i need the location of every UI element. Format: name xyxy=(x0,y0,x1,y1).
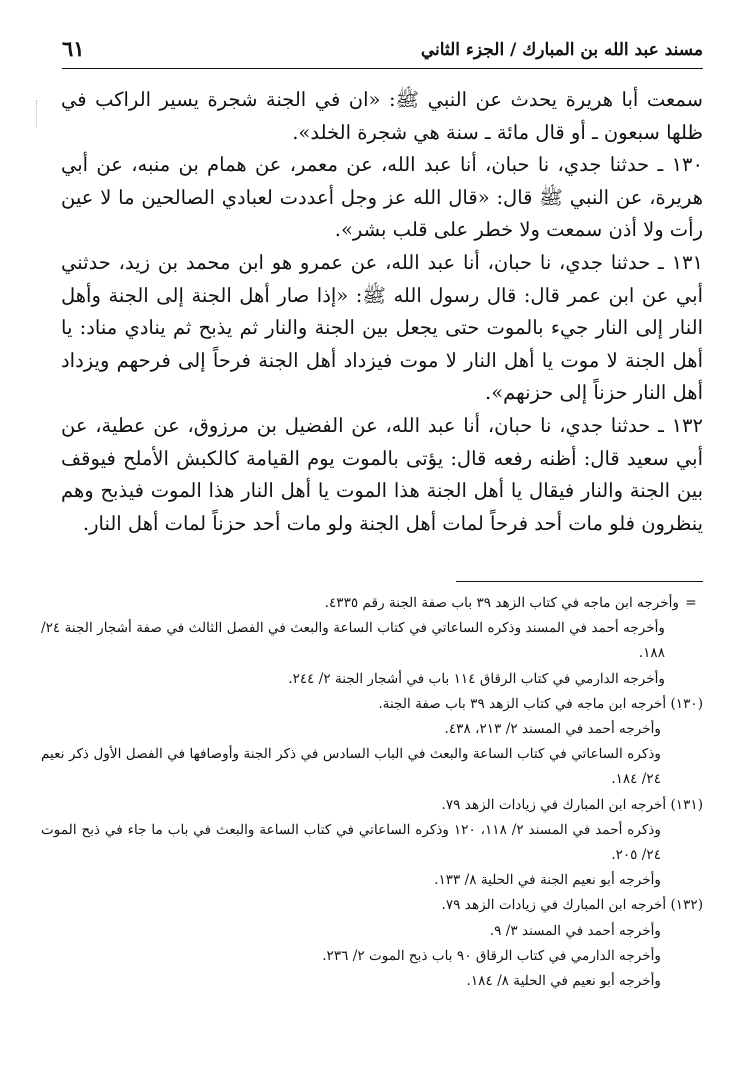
paragraph-intro: سمعت أبا هريرة يحدث عن النبي ﷺ: «ان في الجنة شجرة يسير الراكب في ظلها سبعون ـ أو قال مائة ـ سنة هي شجرة الخلد». xyxy=(61,88,703,144)
paragraph-132: ١٣٢ ـ حدثنا جدي، نا حبان، أنا عبد الله، عن الفضيل بن مرزوق، عن عطية، عن أبي سعيد قال: أظنه رفعه قال: يؤتى بالموت يوم القيامة كالكبش الأملح فيوقف بين الجنة والنار فيقال يا أهل الجنة هذا الموت يا أهل النار هذا الموت فيذبح وهم ينظرون فلو مات أحد فرحاً لمات أهل الجنة ولو مات أحد حزناً لمات أهل النار. xyxy=(61,413,703,535)
footnote-line: وأخرجه الدارمي في كتاب الرقاق ١١٤ باب في أشجار الجنة ٢/ ٢٤٤. xyxy=(288,670,665,687)
main-text xyxy=(61,84,703,540)
page-header xyxy=(62,28,703,69)
footnote-line: وأخرجه أحمد في المسند ٢/ ٢١٣، ٤٣٨. xyxy=(444,721,661,738)
footnote-line: وأخرجه الدارمي في كتاب الرقاق ٩٠ باب ذبح الموت ٢/ ٢٣٦. xyxy=(322,947,661,964)
footnote-line: =وأخرجه ابن ماجه في كتاب الزهد ٣٩ باب صفة الجنة رقم ٤٣٣٥. xyxy=(41,591,703,616)
footnotes xyxy=(41,591,703,994)
running-title: مسند عبد الله بن المبارك / الجزء الثاني xyxy=(420,40,703,60)
paragraph-131: ١٣١ ـ حدثنا جدي، نا حبان، أنا عبد الله، عن عمرو هو ابن محمد بن زيد، حدثني أبي عن ابن عمر قال: قال رسول الله ﷺ: «إذا صار أهل الجنة إلى الجنة وأهل النار إلى النار جيء بالموت حتى يجعل بين الجنة والنار ثم يذبح ثم ينادي مناد: يا أهل الجنة لا موت يا أهل النار لا موت فيزداد أهل الجنة فرحاً إلى فرحهم ويزداد أهل النار حزناً إلى حزنهم». xyxy=(61,250,703,405)
footnote-130: (١٣٠) أخرجه ابن ماجه في كتاب الزهد ٣٩ باب صفة الجنة. xyxy=(378,695,703,712)
footnote-line: وأخرجه أبو نعيم الجنة في الحلية ٨/ ١٣٣. xyxy=(434,872,661,889)
footnote-line: وأخرجه أبو نعيم في الحلية ٨/ ١٨٤. xyxy=(466,973,661,990)
margin-mark xyxy=(36,100,39,128)
footnote-132: (١٣٢) أخرجه ابن المبارك في زيادات الزهد ٧٩. xyxy=(441,897,703,914)
footnote-131: (١٣١) أخرجه ابن المبارك في زيادات الزهد ٧٩. xyxy=(441,796,703,813)
paragraph-130: ١٣٠ ـ حدثنا جدي، نا حبان، أنا عبد الله، عن معمر، عن همام بن منبه، عن أبي هريرة، عن النبي ﷺ قال: «قال الله عز وجل أعددت لعبادي الصالحين ما لا عين رأت ولا أذن سمعت ولا خطر على قلب بشر». xyxy=(61,153,703,242)
footnote-line: وذكره أحمد في المسند ٢/ ١١٨، ١٢٠ وذكره الساعاتي في كتاب الساعة والبعث في باب ما جاء في ذبح الموت ٢٤/ ٢٠٥. xyxy=(41,821,661,864)
footnote-line: وأخرجه أحمد في المسند وذكره الساعاتي في كتاب الساعة والبعث في الفصل الثالث في صفة أشجار الجنة ٢٤/ ١٨٨. xyxy=(41,620,665,662)
footnote-line: وأخرجه أحمد في المسند ٣/ ٩. xyxy=(489,922,661,939)
continuation-mark: = xyxy=(685,595,697,611)
page-number: ٦١ xyxy=(62,36,85,61)
footnote-separator xyxy=(456,581,703,582)
footnote-line: وذكره الساعاتي في كتاب الساعة والبعث في الباب السادس في ذكر الجنة وأوصافها في الفصل الأول ذكر نعيم ٢٤/ ١٨٤. xyxy=(41,746,661,788)
